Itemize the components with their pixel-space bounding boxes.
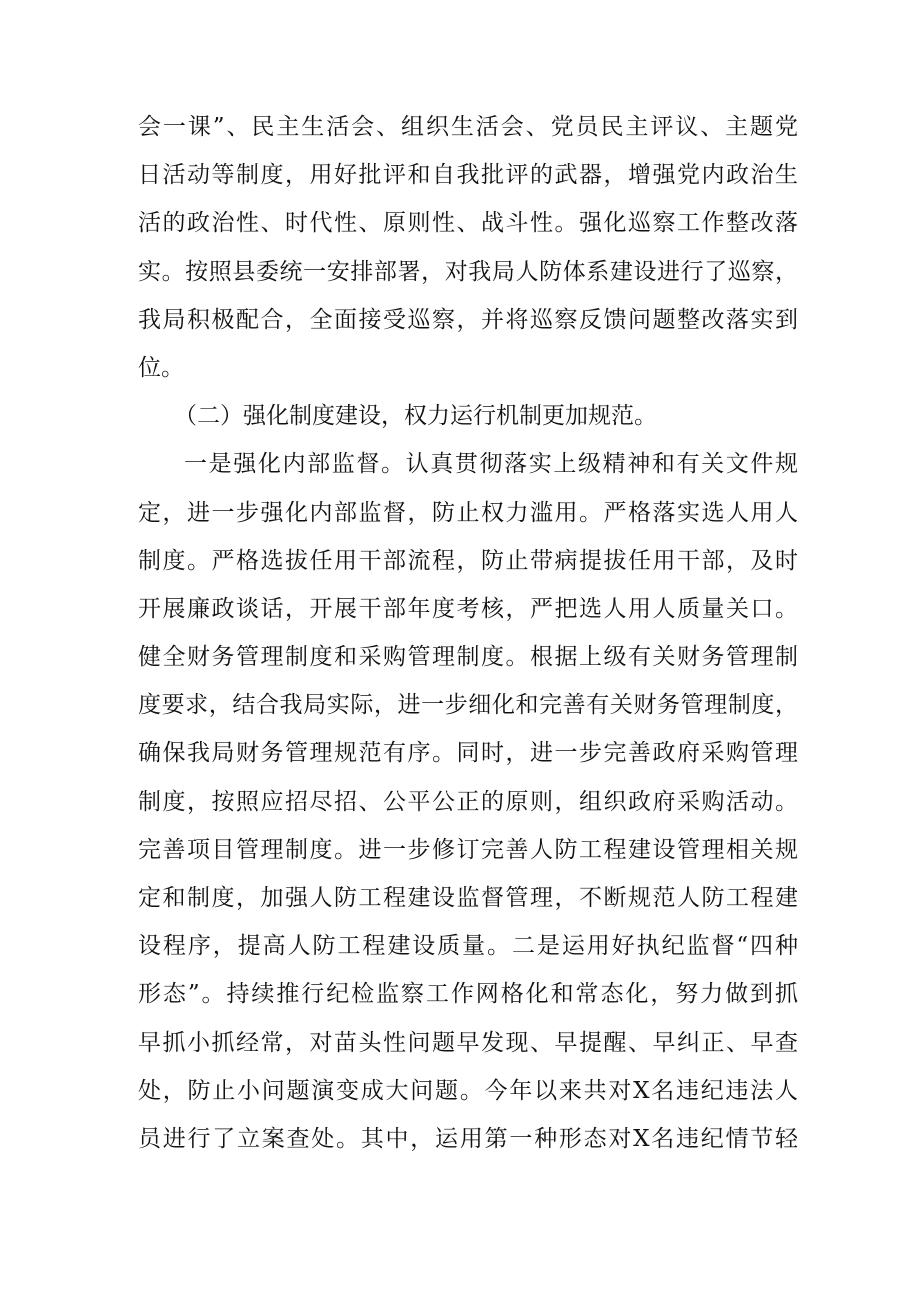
- section-heading: （二）强化制度建设，权力运行机制更加规范。: [174, 403, 657, 430]
- text-line: 我局积极配合，全面接受巡察，并将巡察反馈问题整改落实到: [138, 306, 798, 333]
- text-line: 会一课”、民主生活会、组织生活会、党员民主评议、主题党: [138, 114, 798, 140]
- text-line: 位。: [138, 354, 184, 381]
- text-line: 早抓小抓经常，对苗头性问题早发现、早提醒、早纠正、早查: [138, 1029, 798, 1056]
- text-line: 处，防止小问题演变成大问题。今年以来共对X名违纪违法人: [138, 1077, 798, 1104]
- text-line: 定和制度，加强人防工程建设监督管理，不断规范人防工程建: [138, 885, 798, 911]
- text-line: 日活动等制度，用好批评和自我批评的武器，增强党内政治生: [138, 162, 798, 189]
- text-line: 度要求，结合我局实际，进一步细化和完善有关财务管理制度，: [138, 692, 798, 719]
- text-line: 开展廉政谈话，开展干部年度考核，严把选人用人质量关口。: [138, 595, 798, 622]
- text-line: 活的政治性、时代性、原则性、战斗性。强化巡察工作整改落: [138, 210, 798, 237]
- text-line: 设程序，提高人防工程建设质量。二是运用好执纪监督“四种: [138, 933, 798, 960]
- text-line: 形态”。持续推行纪检监察工作网格化和常态化，努力做到抓: [138, 981, 798, 1008]
- text-line: 完善项目管理制度。进一步修订完善人防工程建设管理相关规: [138, 836, 798, 863]
- text-line: 确保我局财务管理规范有序。同时，进一步完善政府采购管理: [138, 740, 798, 767]
- text-line: 员进行了立案查处。其中，运用第一种形态对X名违纪情节轻: [138, 1125, 798, 1152]
- text-line: 健全财务管理制度和采购管理制度。根据上级有关财务管理制: [138, 644, 798, 671]
- body-text: [138, 103, 798, 1163]
- text-line: 定，进一步强化内部监督，防止权力滥用。严格落实选人用人: [138, 499, 798, 526]
- text-line: 实。按照县委统一安排部署，对我局人防体系建设进行了巡察，: [138, 258, 798, 285]
- text-line: 一是强化内部监督。认真贯彻落实上级精神和有关文件规: [184, 451, 798, 478]
- text-line: 制度，按照应招尽招、公平公正的原则，组织政府采购活动。: [138, 788, 798, 815]
- text-line: 制度。严格选拔任用干部流程，防止带病提拔任用干部，及时: [138, 547, 798, 574]
